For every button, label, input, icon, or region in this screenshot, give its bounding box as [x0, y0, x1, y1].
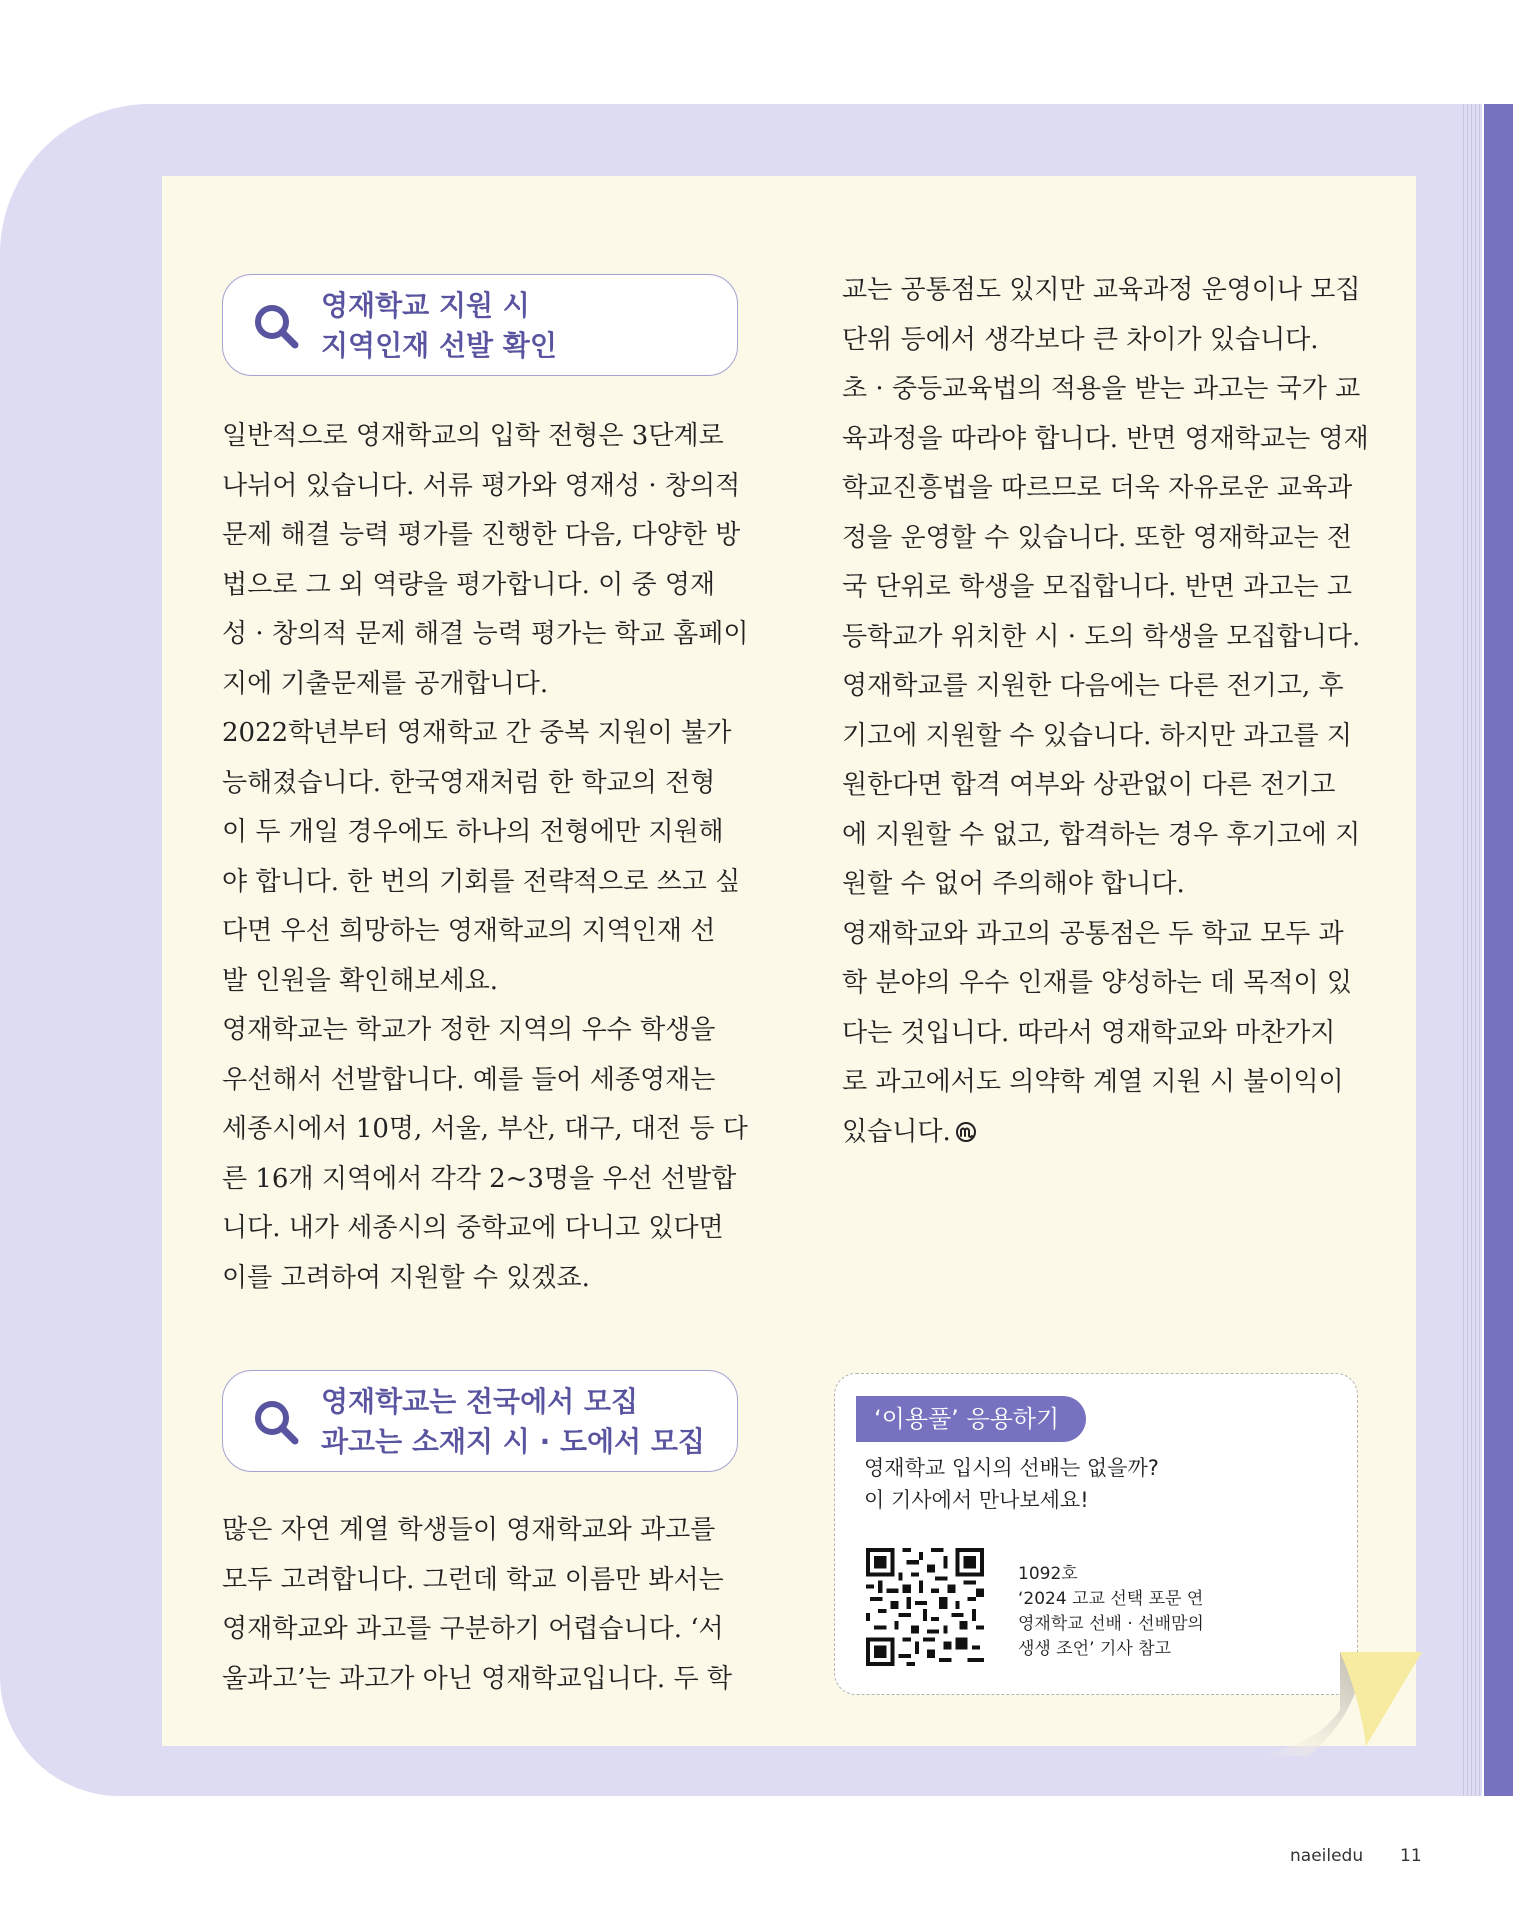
text-line: 에 지원할 수 없고, 합격하는 경우 후기고에 지 — [842, 819, 1361, 850]
text-line: 단위 등에서 생각보다 큰 차이가 있습니다. — [842, 324, 1319, 355]
text-line: 1092호 — [1018, 1564, 1078, 1584]
section-heading-2 — [222, 1370, 738, 1472]
text-line: 정을 운영할 수 있습니다. 또한 영재학교는 전 — [842, 522, 1352, 553]
magazine-logo-icon — [955, 1121, 977, 1143]
text-line: 원한다면 합격 여부와 상관없이 다른 전기고 — [842, 770, 1336, 800]
text-line: 이를 고려하여 지원할 수 있겠죠. — [222, 1262, 590, 1293]
text-line: 육과정을 따라야 합니다. 반면 영재학교는 영재 — [842, 423, 1369, 454]
text-line: 생생 조언’ 기사 참고 — [1018, 1639, 1171, 1659]
text-line: 많은 자연 계열 학생들이 영재학교와 과고를 — [222, 1515, 716, 1545]
left-column-bottom-text — [222, 1506, 732, 1704]
tip-note-tag: ‘이용풀’ 응용하기 — [856, 1396, 1086, 1442]
text-line: 나뉘어 있습니다. 서류 평가와 영재성 · 창의적 — [222, 470, 741, 501]
text-line: 다는 것입니다. 따라서 영재학교와 마찬가지 — [842, 1017, 1336, 1048]
tip-note-reference — [1018, 1562, 1204, 1662]
text-line: 른 16개 지역에서 각각 2~3명을 우선 선발합 — [222, 1163, 737, 1194]
text-line: 모두 고려합니다. 그런데 학교 이름만 봐서는 — [222, 1564, 724, 1595]
text-line: 학교진흥법을 따르므로 더욱 자유로운 교육과 — [842, 473, 1353, 503]
page-edge-bar — [1484, 104, 1513, 1796]
search-icon — [251, 1397, 301, 1447]
text-line: 다면 우선 희망하는 영재학교의 지역인재 선 — [222, 916, 716, 946]
text-line: 영재학교 선배 · 선배맘의 — [1018, 1614, 1204, 1634]
text-line: 니다. 내가 세종시의 중학교에 다니고 있다면 — [222, 1213, 724, 1243]
text-line: 세종시에서 10명, 서울, 부산, 대구, 대전 등 다 — [222, 1114, 748, 1144]
text-line: 발 인원을 확인해보세요. — [222, 965, 498, 996]
text-line: 법으로 그 외 역량을 평가합니다. 이 중 영재 — [222, 569, 716, 600]
heading-line: 과고는 소재지 시 · 도에서 모집 — [321, 1425, 705, 1458]
text-line: 국 단위로 학생을 모집합니다. 반면 과고는 고 — [842, 572, 1352, 602]
page-number: 11 — [1400, 1846, 1422, 1866]
page-curl-decoration — [1248, 1648, 1428, 1758]
text-line-last — [842, 1108, 1369, 1158]
text-line: 이 두 개일 경우에도 하나의 전형에만 지원해 — [222, 817, 724, 847]
text-line: 성 · 창의적 문제 해결 능력 평가는 학교 홈페이 — [222, 619, 749, 649]
heading-line: 영재학교는 전국에서 모집 — [321, 1385, 639, 1418]
text-line: 학 분야의 우수 인재를 양성하는 데 목적이 있 — [842, 968, 1352, 998]
left-column-top-text — [222, 412, 748, 1303]
text-line: 영재학교 입시의 선배는 없을까? — [864, 1456, 1159, 1480]
text-line: 2022학년부터 영재학교 간 중복 지원이 불가 — [222, 718, 732, 748]
search-icon — [251, 301, 301, 351]
text-line: 문제 해결 능력 평가를 진행한 다음, 다양한 방 — [222, 520, 741, 550]
tip-note-intro — [864, 1452, 1159, 1516]
text-line: 영재학교와 과고를 구분하기 어렵습니다. ‘서 — [222, 1614, 724, 1644]
text-line: 우선해서 선발합니다. 예를 들어 세종영재는 — [222, 1064, 716, 1095]
text-line: 등학교가 위치한 시 · 도의 학생을 모집합니다. — [842, 621, 1361, 652]
text-line: 영재학교와 과고의 공통점은 두 학교 모두 과 — [842, 918, 1344, 949]
right-column-text — [842, 266, 1369, 1157]
text-line: 야 합니다. 한 번의 기회를 전략적으로 쓰고 싶 — [222, 866, 741, 897]
text-line: 기고에 지원할 수 있습니다. 하지만 과고를 지 — [842, 720, 1352, 751]
page-edge-lines — [1460, 104, 1482, 1796]
text-line: 영재학교는 학교가 정한 지역의 우수 학생을 — [222, 1015, 716, 1045]
section-heading-1 — [222, 274, 738, 376]
text-line: 울과고’는 과고가 아닌 영재학교입니다. 두 학 — [222, 1663, 732, 1694]
text-line: 능해졌습니다. 한국영재처럼 한 학교의 전형 — [222, 767, 716, 798]
section-heading-2-text — [321, 1382, 705, 1462]
text-line: 이 기사에서 만나보세요! — [864, 1488, 1089, 1512]
text-line: 원할 수 없어 주의해야 합니다. — [842, 869, 1185, 899]
text-line: 있습니다. — [842, 1116, 951, 1147]
section-heading-1-text — [321, 286, 557, 366]
heading-line: 지역인재 선발 확인 — [321, 329, 557, 362]
text-line: 지에 기출문제를 공개합니다. — [222, 668, 549, 699]
qr-code-icon[interactable] — [866, 1548, 984, 1666]
text-line: 초 · 중등교육법의 적용을 받는 과고는 국가 교 — [842, 374, 1361, 404]
text-line: 영재학교를 지원한 다음에는 다른 전기고, 후 — [842, 671, 1344, 701]
text-line: 일반적으로 영재학교의 입학 전형은 3단계로 — [222, 421, 724, 451]
text-line: 교는 공통점도 있지만 교육과정 운영이나 모집 — [842, 275, 1361, 305]
footer-brand: naeiledu — [1290, 1846, 1364, 1866]
text-line: 로 과고에서도 의약학 계열 지원 시 불이익이 — [842, 1067, 1344, 1097]
text-line: ‘2024 고교 선택 포문 연 — [1018, 1589, 1204, 1609]
heading-line: 영재학교 지원 시 — [321, 289, 530, 322]
